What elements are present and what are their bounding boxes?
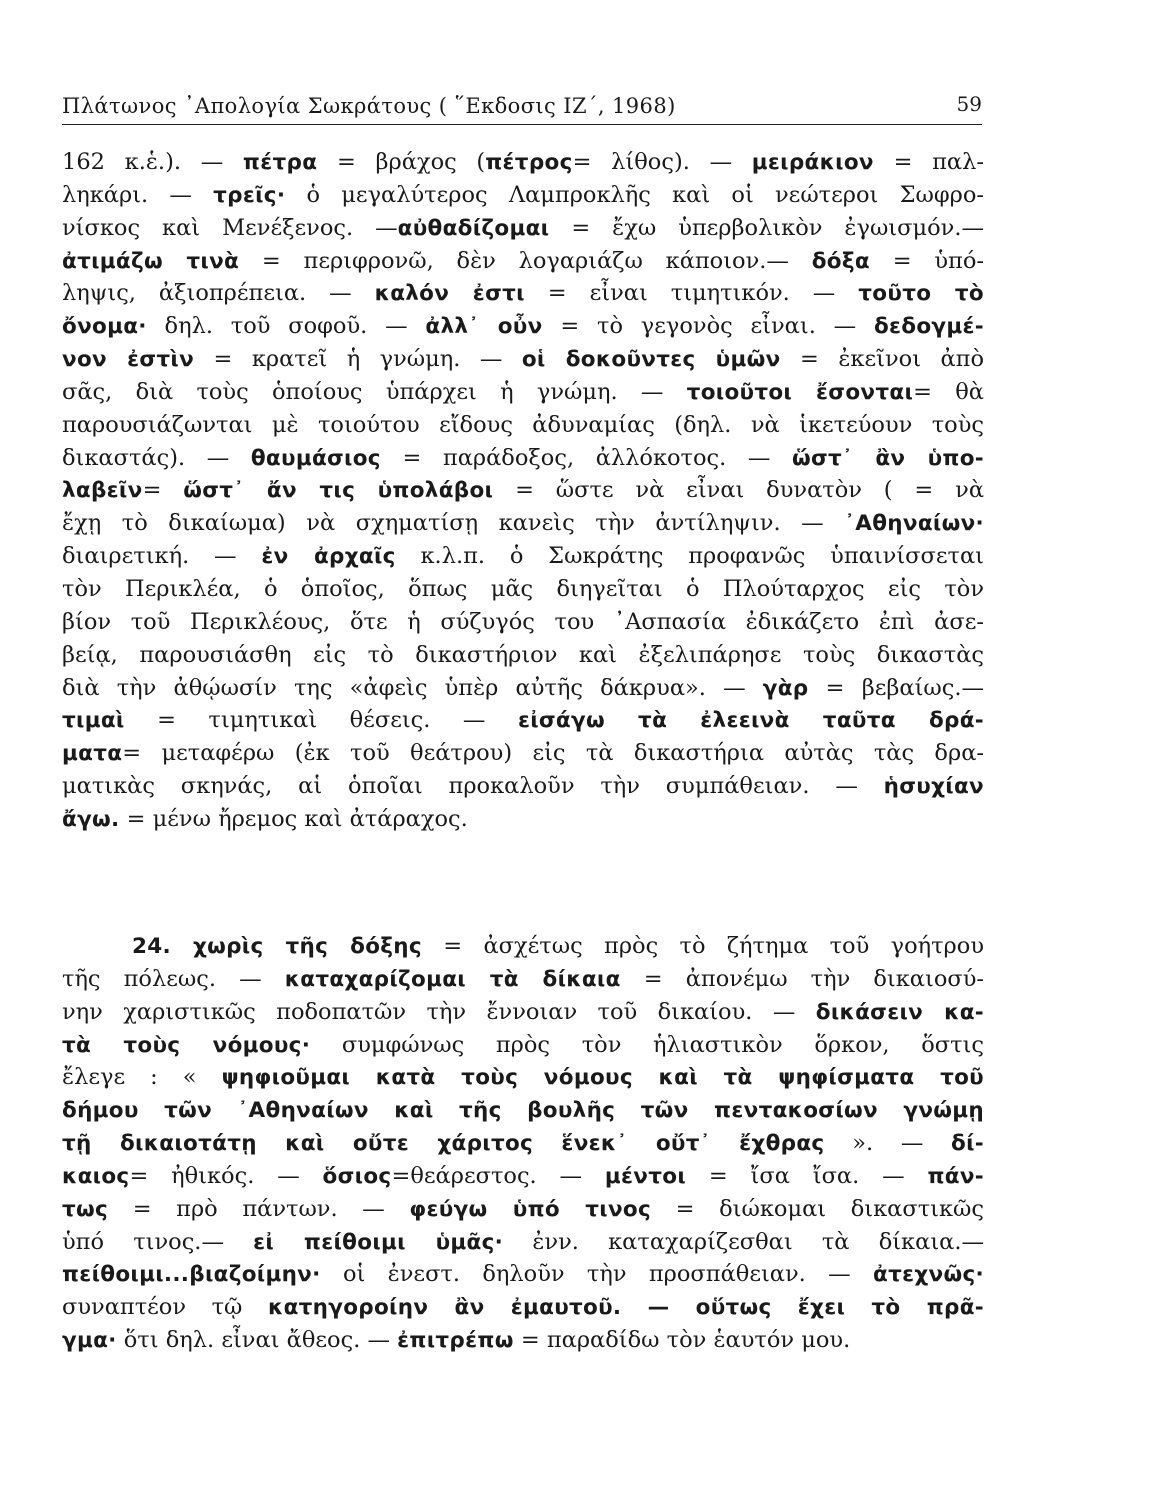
gloss-text: βίον τοῦ Περικλέους, ὅτε ἡ σύζυγός του ᾿Ασπασία ἐδικάζετο ἐπὶ ἀσε-	[62, 608, 984, 635]
lemma-term: ὄνομα·	[62, 314, 147, 340]
gloss-text: = μένω ἤρεμος καὶ ἀτάραχος.	[119, 805, 468, 832]
lemma-term: αὐθαδίζομαι	[397, 215, 550, 241]
lemma-term: δεδογμέ-	[873, 314, 984, 340]
lemma-term: ἐν ἀρχαῖς	[261, 544, 396, 570]
text-line	[62, 639, 984, 672]
lemma-term: εἰ πείθοιμι ὑμᾶς·	[253, 1229, 504, 1255]
lemma-term: καιος	[62, 1163, 130, 1189]
text-line	[62, 409, 984, 442]
gloss-text: βείᾳ, παρουσιάσθη εἰς τὸ δικαστήριον καὶ ἐξελιπάρησε τοὺς δικαστὰς	[62, 641, 984, 668]
lemma-term: πείθοιμι...βιαζοίμην·	[62, 1262, 321, 1288]
lemma-term: φεύγω ὑπό τινος	[409, 1196, 652, 1222]
text-line	[62, 1061, 984, 1094]
gloss-text: συναπτέον τῷ	[62, 1294, 268, 1321]
page-number: 59	[956, 92, 982, 116]
text-line	[62, 1193, 984, 1226]
gloss-text: = ὑπό-	[869, 247, 984, 274]
gloss-text: ὑπό τινος.—	[62, 1228, 254, 1255]
gloss-text: ἐνν. καταχαρίζεσθαι τὰ δίκαια.—	[503, 1228, 984, 1255]
gloss-text: νην χαριστικῶς ποδοπατῶν τὴν ἔννοιαν τοῦ δικαίου. —	[62, 998, 816, 1025]
gloss-text: νίσκος καὶ Μενέξενος. —	[62, 214, 398, 241]
lemma-term: ματα	[62, 741, 123, 767]
text-line	[62, 803, 984, 836]
text-line	[62, 930, 984, 963]
text-line	[62, 1324, 984, 1357]
gloss-text: = περιφρονῶ, δὲν λογαριάζω κάποιον.—	[239, 247, 812, 274]
lemma-term: πέτρα	[242, 150, 318, 175]
lemma-term: μέντοι	[604, 1163, 686, 1189]
gloss-text: = τὸ γεγονὸς εἶναι. —	[542, 313, 874, 340]
gloss-text: τὸν Περικλέα, ὁ ὁποῖος, ὅπως μᾶς διηγεῖται ὁ Πλούταρχος εἰς τὸν	[62, 575, 984, 602]
gloss-text: οἱ ἐνεστ. δηλοῦν τὴν προσπάθειαν. —	[320, 1261, 874, 1288]
text-line	[62, 672, 984, 705]
lemma-term: καταχαρίζομαι τὰ δίκαια	[284, 966, 621, 992]
text-line	[62, 1160, 984, 1193]
text-line	[62, 1226, 984, 1259]
lemma-term: δί-	[951, 1131, 985, 1157]
lemma-term: ἀτιμάζω τινὰ	[62, 248, 240, 274]
text-line	[62, 996, 984, 1029]
gloss-text: = παλ-	[873, 149, 984, 175]
lemma-term: οἱ δοκοῦντες ὑμῶν	[521, 347, 781, 373]
text-line	[62, 507, 984, 540]
text-line	[62, 963, 984, 996]
gloss-text: = βεβαίως.—	[808, 674, 984, 701]
gloss-text: = θὰ	[913, 378, 985, 405]
lemma-term: ᾿Αθηναίων·	[844, 511, 984, 537]
text-line	[62, 343, 984, 376]
gloss-text: = διώκομαι δικαστικῶς	[651, 1195, 984, 1222]
lemma-term: λαβεῖν	[62, 478, 143, 504]
lemma-term: πάν-	[927, 1163, 984, 1189]
gloss-text: = κρατεῖ ἡ γνώμη. —	[194, 346, 522, 373]
text-line	[62, 310, 984, 343]
gloss-text: = ἐκεῖνοι ἀπὸ	[780, 346, 985, 373]
gloss-text: ». —	[824, 1130, 952, 1157]
gloss-text: 162 κ.ἑ.). —	[62, 149, 243, 175]
gloss-text: =θεάρεστος. —	[391, 1162, 605, 1189]
gloss-text: = ἔχω ὑπερβολικὸν ἐγωισμόν.—	[549, 214, 984, 241]
lemma-term: 24. χωρὶς τῆς δόξης	[132, 934, 422, 959]
text-line	[62, 474, 984, 507]
commentary-paragraph-1	[62, 146, 984, 836]
gloss-text: παρουσιάζωνται μὲ τοιούτου εἴδους ἀδυναμίας (δηλ. νὰ ἱκετεύουν τοὺς	[62, 411, 984, 438]
text-line	[62, 573, 984, 606]
lemma-term: ὥστ᾿ ἂν ὑπο-	[792, 445, 984, 471]
lemma-term: μειράκιον	[751, 150, 874, 175]
gloss-text: ὁ μεγαλύτερος Λαμπροκλῆς καὶ οἱ νεώτεροι Σωφρο-	[285, 181, 984, 208]
lemma-term: τοιοῦτοι ἔσονται	[686, 379, 914, 405]
text-line	[62, 442, 984, 475]
lemma-term: καλόν ἐστι	[374, 281, 525, 307]
gloss-text: = πρὸ πάντων. —	[108, 1195, 410, 1222]
gloss-text: διὰ τὴν ἀθῴωσίν της «ἀφεὶς ὑπὲρ αὐτῆς δάκρυα». —	[62, 674, 763, 701]
gloss-text: = ὥστε νὰ εἶναι δυνατὸν ( = νὰ	[493, 477, 985, 504]
gloss-text: κ.λ.π. ὁ Σωκράτης προφανῶς ὑπαινίσσεται	[395, 543, 984, 570]
gloss-text: = μεταφέρω (ἐκ τοῦ θεάτρου) εἰς τὰ δικαστήρια αὐτὰς τὰς δρα-	[122, 740, 984, 767]
gloss-text: διαιρετική. —	[62, 543, 262, 570]
text-line	[62, 146, 984, 179]
gloss-text: ὅτι δηλ. εἶναι ἄθεος. —	[116, 1327, 398, 1354]
lemma-term: τιμαὶ	[62, 708, 125, 734]
text-line	[62, 245, 984, 278]
text-line	[62, 606, 984, 639]
lemma-term: τως	[62, 1196, 109, 1222]
lemma-term: εἰσάγω τὰ ἐλεεινὰ ταῦτα δρά-	[517, 708, 984, 734]
lemma-term: θαυμάσιος	[250, 445, 381, 471]
gloss-text: = παραδίδω τὸν ἑαυτόν μου.	[513, 1327, 851, 1354]
gloss-text: =	[142, 477, 184, 504]
lemma-term: δικάσειν κα-	[815, 999, 984, 1025]
lemma-term: ὥστ᾿ ἄν τις ὑπολάβοι	[183, 478, 494, 504]
gloss-text: ἔλεγε : «	[62, 1064, 222, 1091]
lemma-term: τὰ τοὺς νόμους·	[62, 1032, 311, 1058]
gloss-text: ἔχῃ τὸ δικαίωμα) νὰ σχηματίσῃ κανεὶς τὴν ἀντίληψιν. —	[62, 510, 845, 537]
lemma-term: γὰρ	[762, 675, 809, 701]
text-line	[62, 540, 984, 573]
text-line	[62, 737, 984, 770]
text-line	[62, 277, 984, 310]
text-line	[62, 1291, 984, 1324]
header-title: Πλάτωνος ᾿Απολογία Σωκράτους ( ῞Εκδοσις ΙΖ΄, 1968)	[62, 94, 676, 118]
gloss-text: = παράδοξος, ἀλλόκοτος. —	[380, 444, 792, 471]
gloss-text: = ἴσα ἴσα. —	[686, 1162, 928, 1189]
lemma-term: ἀλλ᾿ οὖν	[425, 314, 543, 340]
gloss-text: ληψις, ἀξιοπρέπεια. —	[62, 280, 375, 307]
gloss-text: σᾶς, διὰ τοὺς ὁποίους ὑπάρχει ἡ γνώμη. —	[62, 378, 687, 405]
gloss-text: συμφώνως πρὸς τὸν ἡλιαστικὸν ὅρκον, ὅστις	[310, 1031, 985, 1058]
lemma-term: ἡσυχίαν	[883, 774, 984, 800]
text-line	[62, 1029, 984, 1062]
text-line	[62, 1094, 984, 1127]
gloss-text: = βράχος (	[317, 149, 486, 175]
gloss-text: = τιμητικαὶ θέσεις. —	[124, 707, 518, 734]
lemma-term: ἐπιτρέπω	[397, 1328, 514, 1354]
commentary-paragraph-2	[62, 930, 984, 1357]
lemma-term: τρεῖς·	[213, 182, 286, 208]
running-header	[62, 84, 982, 125]
gloss-text: ματικὰς σκηνάς, αἱ ὁποῖαι προκαλοῦν τὴν συμπάθειαν. —	[62, 773, 884, 800]
gloss-text: = λίθος). —	[572, 149, 752, 175]
text-line	[62, 376, 984, 409]
lemma-term: κατηγοροίην ἂν ἐμαυτοῦ. — οὕτως ἔχει τὸ πρᾶ-	[268, 1295, 984, 1321]
text-line	[62, 1258, 984, 1291]
lemma-term: τῇ δικαιοτάτῃ καὶ οὔτε χάριτος ἕνεκ᾿ οὔτ᾿ ἔχθρας	[62, 1131, 825, 1157]
gloss-text: = εἶναι τιμητικόν. —	[524, 280, 859, 307]
gloss-text: δικαστάς). —	[62, 444, 251, 471]
gloss-text: = ἀπονέμω τὴν δικαιοσύ-	[620, 965, 985, 992]
gloss-text: = ἠθικός. —	[129, 1162, 323, 1189]
text-line	[62, 704, 984, 737]
lemma-term: δόξα	[811, 248, 870, 274]
lemma-term: δήμου τῶν ᾿Αθηναίων καὶ τῆς βουλῆς τῶν πεντακοσίων γνώμῃ	[62, 1098, 984, 1124]
lemma-term: ψηφιοῦμαι κατὰ τοὺς νόμους καὶ τὰ ψηφίσματα τοῦ	[221, 1065, 984, 1091]
lemma-term: πέτρος	[485, 150, 573, 175]
lemma-term: ἀτεχνῶς·	[873, 1262, 984, 1288]
gloss-text: δηλ. τοῦ σοφοῦ. —	[146, 313, 426, 340]
gloss-text: τῆς πόλεως. —	[62, 965, 285, 992]
lemma-term: γμα·	[62, 1328, 117, 1354]
text-line	[62, 1127, 984, 1160]
lemma-term: νον ἐστὶν	[62, 347, 195, 373]
gloss-text: ληκάρι. —	[62, 181, 214, 208]
text-line	[62, 212, 984, 245]
text-line	[62, 770, 984, 803]
lemma-term: τοῦτο τὸ	[858, 281, 984, 307]
text-line	[62, 179, 984, 212]
gloss-text: = ἀσχέτως πρὸς τὸ ζήτημα τοῦ γοήτρου	[421, 933, 984, 959]
lemma-term: ἄγω.	[62, 806, 120, 832]
lemma-term: ὅσιος	[322, 1163, 392, 1189]
